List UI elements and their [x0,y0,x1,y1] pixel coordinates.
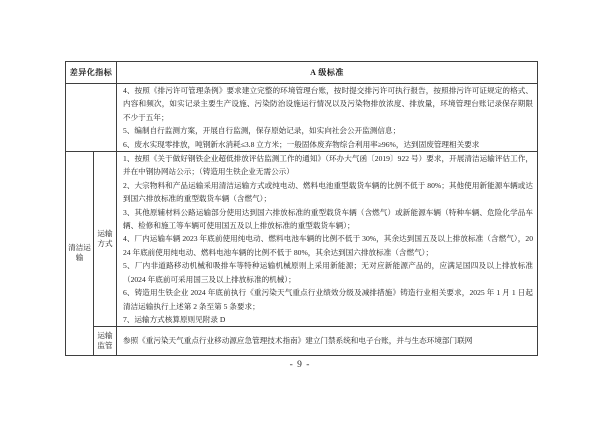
standard-item: 4、按照《排污许可管理条例》要求建立完整的环境管理台账，按时提交排污许可执行报告，按照排污许可证规定的格式、内容和频次，如实记录主要生产设施、污染防治设施运行情况以及污染物排放浓度、排放量，环境管理台账记录保存期限不少于五年； [123,86,533,122]
header-cell-grade-a-standard: A 级标准 [117,62,538,84]
transport-mode-items-cell [117,152,538,327]
row-sub-label-transport-supervision: 运输监管 [94,327,117,355]
standard-item: 6、铸造用生铁企业 2024 年底前执行《重污染天气重点行业绩效分级及减排措施》铸造行业相关要求，2025 年 1 月 1 日起清洁运输执行上述第 2 条至第 5 条要求； [123,288,533,311]
standard-item: 5、编制自行监测方案，开展自行监测，保存原始记录，如实向社会公开监测信息； [123,126,401,136]
standard-item: 5、厂内非道路移动机械和吸排车等特种运输机械原则上采用新能源；无对应新能源产品的，应满足国四及以上排放标准（2024 年底前可采用国三及以上排放标准的机械）； [123,261,533,284]
header-cell-indicator: 差异化指标 [66,62,117,84]
standard-item: 4、厂内运输车辆 2023 年底前使用纯电动、燃料电池车辆的比例不低于 30%，其余达到国五及以上排放标准（含燃气），2024 年底前使用纯电动、燃料电池车辆的比例不低于 80%，其余达到国六排放标准（含燃气）； [123,234,533,257]
row-sub-label-transport-mode: 运输方式 [94,152,117,327]
standard-item: 6、废水实现零排放，吨钢新水消耗≤3.8 立方米；一般固体废弃物综合利用率≥96%，达到固废管理相关要求 [123,139,480,149]
table-header-row [66,62,538,84]
transport-supervision-items-cell [117,327,538,355]
table-row-transport-mode [66,152,538,327]
row-group-label-clean-transport: 清洁运输 [66,152,94,356]
page-number: - 9 - [289,360,311,370]
row-label-empty [66,84,117,152]
standard-item: 2、大宗物料和产品运输采用清洁运输方式或纯电动、燃料电池重型载货车辆的比例不低于 80%；其他使用新能源车辆或达到国六排放标准的重型载货车辆（含燃气）； [123,180,533,204]
standard-item: 参照《重污染天气重点行业移动源应急管理技术指南》建立门禁系统和电子台账，并与生态环境部门联网 [123,336,473,346]
standard-item: 1、按照《关于做好钢铁企业超低排放评估监测工作的通知》（环办大气函〔2019〕922 号）要求，开展清洁运输评估工作，并在中钢协网站公示；（铸造用生铁企业无需公示） [123,154,533,177]
standard-item: 7、运输方式核算原则见附录 D [123,314,226,324]
standards-table [65,61,538,356]
table-row-transport-supervision [66,327,538,355]
standard-item: 3、其他原辅材料公路运输部分使用达到国六排放标准的重型载货车辆（含燃气）或新能源车辆（特种车辆、危险化学品车辆、检修和施工等车辆可使用国五及以上排放标准的重型载货车辆）； [123,207,533,231]
continuation-items-cell [117,84,538,152]
table-row-continuation [66,84,538,152]
